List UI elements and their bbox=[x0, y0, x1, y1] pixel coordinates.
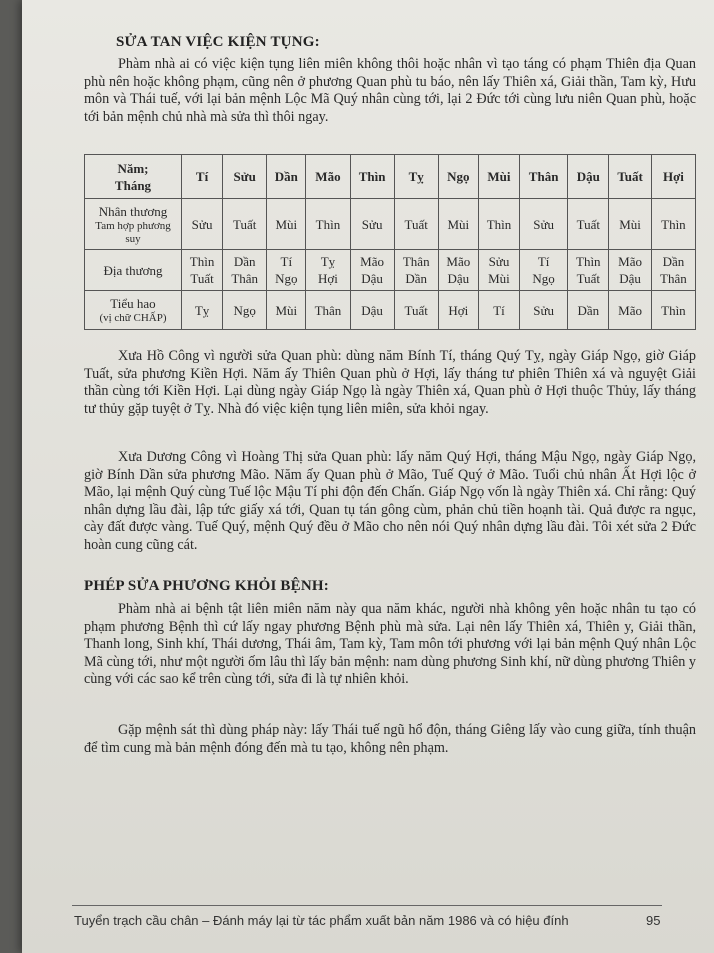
table-cell: Tí Ngọ bbox=[267, 250, 306, 291]
table-cell: Thìn Tuất bbox=[182, 250, 223, 291]
table-cell: Mùi bbox=[609, 199, 651, 250]
table-cell: Tỵ bbox=[182, 291, 223, 330]
table-cell: Sửu Mùi bbox=[478, 250, 519, 291]
row-sublabel: (vị chữ CHẤP) bbox=[99, 312, 167, 324]
document-page bbox=[22, 0, 714, 953]
calendar-table bbox=[84, 154, 696, 330]
header-cell: Tỵ bbox=[394, 155, 438, 199]
table-cell: Thìn bbox=[478, 199, 519, 250]
header-cell: Thân bbox=[520, 155, 568, 199]
table-cell: Thìn bbox=[306, 199, 350, 250]
table-cell: Tí Ngọ bbox=[520, 250, 568, 291]
header-cell: Sửu bbox=[223, 155, 267, 199]
table-cell: Thìn bbox=[651, 199, 695, 250]
footer-divider bbox=[72, 905, 662, 906]
table-cell: Thìn bbox=[651, 291, 695, 330]
row-label-cell bbox=[85, 291, 182, 330]
table-cell: Thìn Tuất bbox=[568, 250, 609, 291]
page-number: 95 bbox=[646, 913, 661, 928]
header-cell: Dậu bbox=[568, 155, 609, 199]
paragraph-illness-method: Phàm nhà ai bệnh tật liên miên năm này qua năm khác, người nhà không yên hoặc nhân tu tạo có phạm phương Bệnh thì cứ lấy ngay phương Bệnh phù mà sửa. Lại nên lấy Thiên xá, Thiên y, Giải thần, Thanh long, Sinh khí, Thái dương, Thái âm, Tam kỳ, Tam môn tới phương với lại bản mệnh Quý nhân Lộc Mã cùng tới, như một người ốm lâu thì lấy bản mệnh: nam dùng phương Sinh khí, nữ dùng phương Thiên y cùng với các sao kể trên cùng tới, sửa đi là tự nhiên khỏi. bbox=[84, 601, 696, 688]
footer-book-title: Tuyển trạch cầu chân – Đánh máy lại từ tác phẩm xuất bản năm 1986 và có hiệu đính bbox=[74, 913, 569, 928]
table-cell: Tuất bbox=[223, 199, 267, 250]
table-cell: Dần bbox=[568, 291, 609, 330]
section-title-illness: PHÉP SỬA PHƯƠNG KHỎI BỆNH: bbox=[84, 578, 329, 594]
table-row-nhan-thuong bbox=[85, 199, 696, 250]
table-cell: Mão bbox=[609, 291, 651, 330]
table-cell: Dần Thân bbox=[651, 250, 695, 291]
table-cell: Tỵ Hợi bbox=[306, 250, 350, 291]
paragraph-duong-cong: Xưa Dương Công vì Hoàng Thị sửa Quan phù: lấy năm Quý Hợi, tháng Mậu Ngọ, ngày Giáp Ngọ, giờ Bính Dần sửa phương Mão. Năm ấy Quan phù ở Mão, Tuế Quý ở Mão. Tuổi chủ nhân Ất Hợi lộc ở Mão, lại mệnh Quý cùng Tuế lộc Mậu Tí phi độn đến Chấn. Giáp Ngọ vốn là ngày Thiên xá. Chỉ rằng: Quý nhân dựng lầu đài, lập tức giấy xá tới, Quan tụ tán gông cùm, phản chủ tiền hoạnh tài. Quả được ra ngục, cày đất được vàng. Tuế Quý, mệnh Quý đều ở Mão cho nên nói Quý nhân dựng lầu đài. Tôi xét sửa 2 Đức hoàn cung cũng cát. bbox=[84, 449, 696, 553]
table-cell: Mùi bbox=[267, 199, 306, 250]
row-label: Địa thương bbox=[103, 262, 163, 278]
table-header-row bbox=[85, 155, 696, 199]
table-cell: Sửu bbox=[350, 199, 394, 250]
table-cell: Tuất bbox=[394, 291, 438, 330]
table-cell: Tí bbox=[478, 291, 519, 330]
section-title-lawsuit: SỬA TAN VIỆC KIỆN TỤNG: bbox=[116, 34, 320, 50]
table-row-dia-thuong bbox=[85, 250, 696, 291]
table-row-tieu-hao bbox=[85, 291, 696, 330]
header-cell: Hợi bbox=[651, 155, 695, 199]
table-cell: Ngọ bbox=[223, 291, 267, 330]
corner-label-month: Tháng bbox=[114, 177, 152, 193]
table-cell: Thân bbox=[306, 291, 350, 330]
table-cell: Sửu bbox=[520, 291, 568, 330]
paragraph-ho-cong: Xưa Hồ Công vì người sửa Quan phù: dùng năm Bính Tí, tháng Quý Tỵ, ngày Giáp Ngọ, giờ Giáp Tuất, sửa phương Kiền Hợi. Năm ấy Thiên Quan phù ở Hợi, lấy tháng tư phiên Thiên xá và nguyệt Giải thần cùng tới Kiền Hợi. Lại dùng ngày Giáp Ngọ là ngày Thiên xá, Quan phù ở Hợi thuộc Thủy, lấy tháng tư thủy gặp tuyệt ở Tỵ. Nhà đó việc kiện tụng liên miên, sửa khỏi ngay. bbox=[84, 348, 696, 417]
table-cell: Mùi bbox=[267, 291, 306, 330]
table-cell: Dậu bbox=[350, 291, 394, 330]
table-cell: Sửu bbox=[520, 199, 568, 250]
table-cell: Sửu bbox=[182, 199, 223, 250]
header-cell: Thìn bbox=[350, 155, 394, 199]
row-label-cell bbox=[85, 250, 182, 291]
row-label: Nhân thương bbox=[98, 203, 168, 219]
table-cell: Tuất bbox=[568, 199, 609, 250]
header-cell: Tí bbox=[182, 155, 223, 199]
table-cell: Mùi bbox=[438, 199, 478, 250]
table-cell: Mão Dậu bbox=[438, 250, 478, 291]
header-cell: Tuất bbox=[609, 155, 651, 199]
row-label: Tiểu hao bbox=[110, 296, 156, 311]
row-label-cell bbox=[85, 199, 182, 250]
row-sublabel: Tam hợp phương suy bbox=[95, 219, 171, 245]
paragraph-menh-sat: Gặp mệnh sát thì dùng pháp này: lấy Thái tuế ngũ hổ độn, tháng Giêng lấy vào cung giữa, tính thuận để tìm cung mà bản mệnh đóng đến mà tu tạo, không nên phạm. bbox=[84, 722, 696, 756]
table-cell: Thân Dần bbox=[394, 250, 438, 291]
header-cell: Dần bbox=[267, 155, 306, 199]
table-cell: Hợi bbox=[438, 291, 478, 330]
table-cell: Tuất bbox=[394, 199, 438, 250]
table-cell: Mão Dậu bbox=[609, 250, 651, 291]
header-cell: Mão bbox=[306, 155, 350, 199]
table-cell: Mão Dậu bbox=[350, 250, 394, 291]
paragraph-lawsuit-intro: Phàm nhà ai có việc kiện tụng liên miên không thôi hoặc nhân vì tạo táng có phạm Thiên địa Quan phù nên hoặc không phạm, cũng nên ở phương Quan phù tu báo, nên lấy Thiên xá, Giải thần, Tam kỳ, Hưu môn và Thái tuế, với lại bản mệnh Lộc Mã Quý nhân cùng tới, lại 2 Đức tới cùng lưu niên Quan phù, hoặc tới bản mệnh chủ nhà mà sửa thì thôi ngay. bbox=[84, 56, 696, 125]
table-corner-cell bbox=[85, 155, 182, 199]
corner-label-year: Năm; bbox=[117, 160, 149, 176]
table-cell: Dần Thân bbox=[223, 250, 267, 291]
header-cell: Mùi bbox=[478, 155, 519, 199]
header-cell: Ngọ bbox=[438, 155, 478, 199]
